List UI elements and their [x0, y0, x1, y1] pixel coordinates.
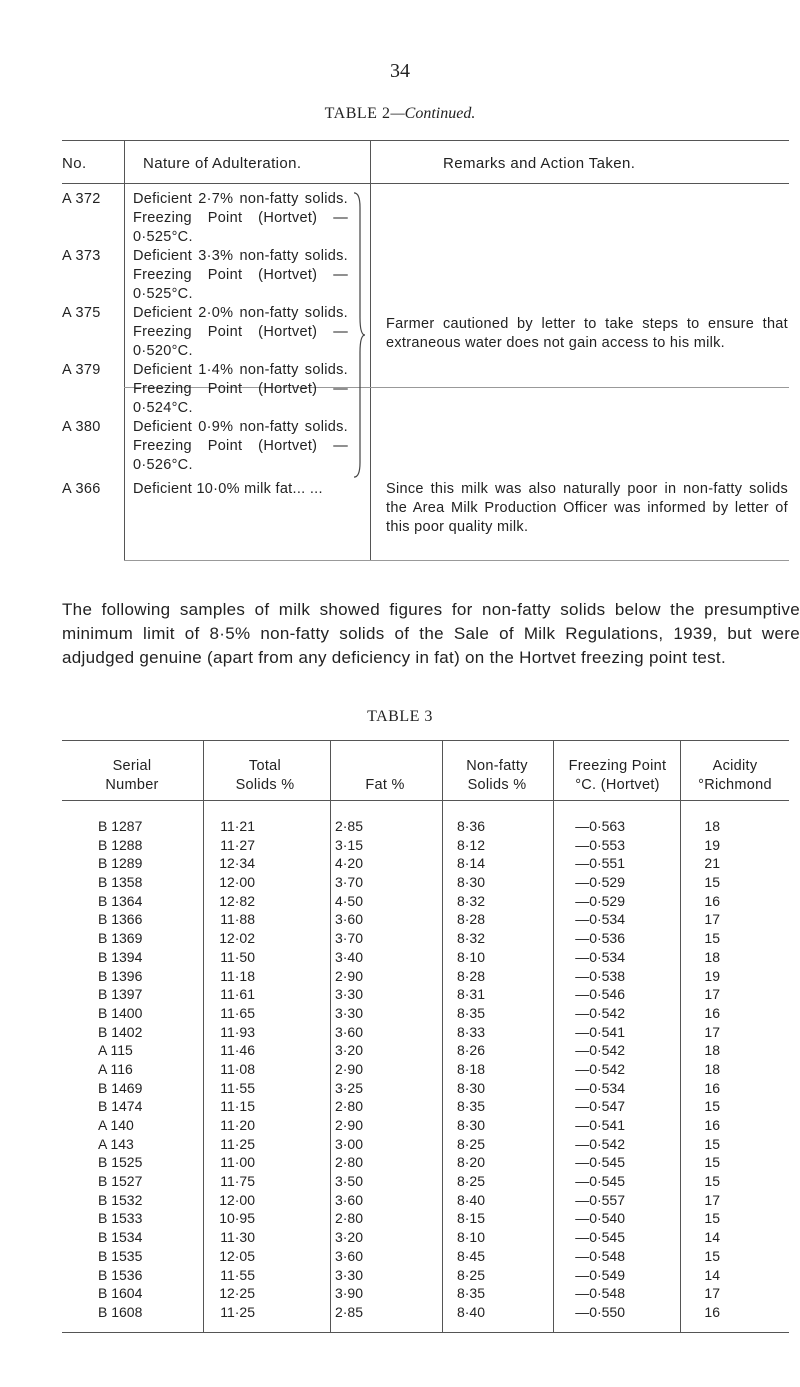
table2-divider-1	[124, 140, 125, 388]
non-fatty-solids-cell: 8·25	[456, 1135, 485, 1152]
non-fatty-solids-cell: 8·45	[456, 1247, 485, 1264]
non-fatty-solids-cell: 8·32	[456, 930, 485, 947]
freezing-point-cell: —0·542	[575, 1060, 625, 1077]
fat-cell: 3·30	[334, 1266, 363, 1283]
table-row	[0, 1192, 800, 1211]
total-solids-cell: 10·95	[219, 1210, 255, 1227]
fat-cell: 3·20	[334, 1042, 363, 1059]
total-solids-cell: 11·20	[220, 1117, 255, 1133]
table-row	[0, 949, 800, 968]
fat-cell: 2·90	[334, 1060, 363, 1077]
acidity-cell: 19	[704, 836, 720, 853]
total-solids-cell: 12·34	[219, 855, 255, 872]
table3-header-total-1: Total	[248, 758, 282, 774]
table3-header-serial	[62, 757, 202, 795]
serial-number-cell: B 1527	[98, 1173, 143, 1190]
acidity-cell: 17	[704, 986, 720, 1003]
freezing-point-cell: —0·548	[575, 1285, 625, 1302]
serial-number-cell: B 1369	[98, 930, 143, 947]
serial-number-cell: B 1608	[98, 1303, 143, 1320]
freezing-point-cell: —0·541	[575, 1117, 625, 1133]
total-solids-cell: 11·75	[220, 1173, 255, 1190]
table-row	[0, 874, 800, 893]
serial-number-cell: B 1469	[98, 1079, 143, 1096]
serial-number-cell: B 1525	[98, 1154, 143, 1171]
table3-header-fat	[330, 776, 440, 795]
non-fatty-solids-cell: 8·25	[456, 1173, 485, 1190]
table-row	[0, 1005, 800, 1024]
serial-number-cell: B 1534	[98, 1229, 143, 1246]
freezing-point-cell: —0·542	[575, 1004, 625, 1021]
freezing-point-cell: —0·542	[575, 1135, 625, 1152]
table2-remark-a366: Since this milk was also naturally poor in non-fatty solids the Area Milk Production Officer was informed by letter of this poor quality milk.	[386, 481, 788, 535]
table-row	[0, 1136, 800, 1155]
table-row	[0, 1248, 800, 1267]
fat-cell: 3·40	[334, 948, 363, 965]
acidity-cell: 15	[704, 1247, 720, 1264]
table-row	[0, 1042, 800, 1061]
non-fatty-solids-cell: 8·36	[456, 818, 485, 834]
non-fatty-solids-cell: 8·35	[456, 1098, 485, 1115]
serial-number-cell: B 1532	[98, 1191, 143, 1208]
table-row	[0, 1098, 800, 1117]
table3-header-acid-1: Acidity	[712, 758, 758, 774]
table2-row-no: A 379	[62, 362, 101, 378]
non-fatty-solids-cell: 8·33	[456, 1023, 485, 1040]
freezing-point-cell: —0·548	[575, 1247, 625, 1264]
table-row	[0, 930, 800, 949]
freezing-point-cell: —0·536	[575, 930, 625, 947]
total-solids-cell: 12·05	[219, 1247, 255, 1264]
serial-number-cell: B 1288	[98, 836, 143, 853]
total-solids-cell: 12·00	[219, 874, 255, 891]
freezing-point-cell: —0·545	[575, 1229, 625, 1246]
serial-number-cell: B 1402	[98, 1023, 143, 1040]
non-fatty-solids-cell: 8·20	[456, 1154, 485, 1171]
total-solids-cell: 11·00	[220, 1154, 255, 1171]
table-row	[0, 1229, 800, 1248]
fat-cell: 3·60	[334, 1191, 363, 1208]
table3-header-total	[200, 757, 330, 795]
total-solids-cell: 11·65	[220, 1004, 255, 1021]
fat-cell: 3·20	[334, 1229, 363, 1246]
acidity-cell: 17	[704, 911, 720, 928]
serial-number-cell: B 1397	[98, 986, 143, 1003]
table-row	[0, 1173, 800, 1192]
serial-number-cell: B 1400	[98, 1004, 143, 1021]
table2-row-nature: Deficient 10·0% milk fat... ...	[133, 481, 323, 497]
serial-number-cell: B 1533	[98, 1210, 143, 1227]
non-fatty-solids-cell: 8·28	[456, 911, 485, 928]
serial-number-cell: B 1536	[98, 1266, 143, 1283]
table3-header-acid	[680, 757, 790, 795]
fat-cell: 3·30	[334, 1004, 363, 1021]
freezing-point-cell: —0·545	[575, 1173, 625, 1190]
table-row	[0, 911, 800, 930]
acidity-cell: 15	[704, 874, 720, 891]
fat-cell: 3·90	[334, 1285, 363, 1302]
acidity-cell: 15	[704, 1098, 720, 1115]
table3-header-nonfat	[442, 757, 552, 795]
table-row	[0, 893, 800, 912]
acidity-cell: 21	[704, 855, 720, 872]
total-solids-cell: 11·50	[220, 948, 255, 965]
fat-cell: 3·70	[334, 930, 363, 947]
non-fatty-solids-cell: 8·28	[456, 967, 485, 984]
fat-cell: 4·20	[334, 855, 363, 872]
intro-paragraph: The following samples of milk showed figures for non-fatty solids below the presumptive minimum limit of 8·5% non-fatty solids of the Sale of Milk Regulations, 1939, but were adjudged genuine (apart from any deficiency in fat) on the Hortvet freezing point test.	[62, 600, 800, 667]
fat-cell: 2·85	[334, 818, 363, 834]
acidity-cell: 14	[704, 1229, 720, 1246]
total-solids-cell: 11·55	[220, 1079, 255, 1096]
non-fatty-solids-cell: 8·15	[456, 1210, 485, 1227]
table2-row-no: A 375	[62, 305, 101, 321]
fat-cell: 2·90	[334, 1117, 363, 1133]
table2-title-label: TABLE 2	[324, 105, 391, 122]
serial-number-cell: B 1535	[98, 1247, 143, 1264]
table2-bottom-rule-final	[124, 560, 789, 561]
table2-row-nature: Deficient 0·9% non-fatty solids. Freezing Point (Hortvet) —0·526°C.	[133, 419, 348, 473]
non-fatty-solids-cell: 8·30	[456, 1079, 485, 1096]
table2-top-rule	[62, 140, 789, 141]
fat-cell: 2·80	[334, 1098, 363, 1115]
table3-header-total-2: Solids %	[235, 777, 295, 793]
table-row	[0, 1080, 800, 1099]
non-fatty-solids-cell: 8·10	[456, 1229, 485, 1246]
table2-row-no: A 366	[62, 481, 101, 497]
acidity-cell: 16	[704, 1079, 720, 1096]
non-fatty-solids-cell: 8·26	[456, 1042, 485, 1059]
acidity-cell: 14	[704, 1266, 720, 1283]
table2-row-no: A 380	[62, 419, 101, 435]
serial-number-cell: B 1474	[98, 1098, 143, 1115]
acidity-cell: 16	[704, 1303, 720, 1320]
freezing-point-cell: —0·557	[575, 1191, 625, 1208]
total-solids-cell: 12·25	[219, 1285, 255, 1302]
total-solids-cell: 11·25	[220, 1135, 255, 1152]
serial-number-cell: B 1358	[98, 874, 143, 891]
total-solids-cell: 11·55	[220, 1266, 255, 1283]
acidity-cell: 16	[704, 892, 720, 909]
acidity-cell: 18	[704, 1042, 720, 1059]
total-solids-cell: 12·00	[219, 1191, 255, 1208]
table-row	[0, 1154, 800, 1173]
acidity-cell: 18	[704, 948, 720, 965]
total-solids-cell: 12·02	[219, 930, 255, 947]
serial-number-cell: A 143	[98, 1135, 134, 1152]
freezing-point-cell: —0·563	[575, 818, 625, 834]
non-fatty-solids-cell: 8·14	[456, 855, 485, 872]
table3-header-acid-2: °Richmond	[698, 777, 772, 793]
serial-number-cell: B 1287	[98, 818, 143, 834]
table2-row-nature: Deficient 2·7% non-fatty solids. Freezing Point (Hortvet) —0·525°C.	[133, 191, 348, 245]
total-solids-cell: 11·27	[220, 836, 255, 853]
acidity-cell: 17	[704, 1285, 720, 1302]
serial-number-cell: B 1604	[98, 1285, 143, 1302]
total-solids-cell: 11·93	[220, 1023, 255, 1040]
table2-title-suffix: —Continued.	[390, 105, 476, 122]
acidity-cell: 17	[704, 1023, 720, 1040]
table2-row-nature: Deficient 3·3% non-fatty solids. Freezing Point (Hortvet) —0·525°C.	[133, 248, 348, 302]
serial-number-cell: A 140	[98, 1117, 134, 1133]
table2-header-remarks: Remarks and Action Taken.	[443, 155, 636, 172]
acidity-cell: 16	[704, 1117, 720, 1133]
freezing-point-cell: —0·540	[575, 1210, 625, 1227]
table3-header-nonfat-2: Solids %	[467, 777, 527, 793]
freezing-point-cell: —0·534	[575, 911, 625, 928]
table2-divider-2	[370, 140, 371, 388]
non-fatty-solids-cell: 8·18	[456, 1060, 485, 1077]
acidity-cell: 15	[704, 1154, 720, 1171]
fat-cell: 2·80	[334, 1210, 363, 1227]
table3-header-freeze-1: Freezing Point	[568, 758, 667, 774]
table2-header-rule	[62, 183, 789, 184]
table2-row-no: A 373	[62, 248, 101, 264]
total-solids-cell: 11·18	[220, 967, 255, 984]
freezing-point-cell: —0·545	[575, 1154, 625, 1171]
freezing-point-cell: —0·546	[575, 986, 625, 1003]
table-row	[0, 1117, 800, 1136]
table3-body	[0, 818, 800, 1323]
acidity-cell: 15	[704, 1135, 720, 1152]
non-fatty-solids-cell: 8·10	[456, 948, 485, 965]
non-fatty-solids-cell: 8·32	[456, 892, 485, 909]
table-row	[0, 855, 800, 874]
freezing-point-cell: —0·550	[575, 1303, 625, 1320]
freezing-point-cell: —0·534	[575, 948, 625, 965]
non-fatty-solids-cell: 8·12	[456, 836, 485, 853]
fat-cell: 3·70	[334, 874, 363, 891]
table-row	[0, 986, 800, 1005]
table3-header-fat-1: Fat %	[365, 777, 405, 793]
acidity-cell: 17	[704, 1191, 720, 1208]
page-number: 34	[390, 60, 410, 82]
fat-cell: 3·00	[334, 1135, 363, 1152]
table-row	[0, 968, 800, 987]
non-fatty-solids-cell: 8·30	[456, 874, 485, 891]
table3-header-freeze	[555, 757, 680, 795]
freezing-point-cell: —0·542	[575, 1042, 625, 1059]
serial-number-cell: B 1394	[98, 948, 143, 965]
non-fatty-solids-cell: 8·30	[456, 1117, 485, 1133]
serial-number-cell: A 116	[98, 1060, 133, 1077]
brace-icon	[352, 190, 366, 480]
table-row	[0, 1285, 800, 1304]
freezing-point-cell: —0·551	[575, 855, 625, 872]
table2-title	[0, 105, 800, 123]
table3-bottom-rule	[62, 1332, 789, 1333]
fat-cell: 3·60	[334, 911, 363, 928]
table3-header-freeze-2: °C. (Hortvet)	[575, 777, 660, 793]
non-fatty-solids-cell: 8·31	[456, 986, 485, 1003]
fat-cell: 3·60	[334, 1247, 363, 1264]
serial-number-cell: B 1396	[98, 967, 143, 984]
fat-cell: 2·85	[334, 1303, 363, 1320]
table-row	[0, 1267, 800, 1286]
freezing-point-cell: —0·534	[575, 1079, 625, 1096]
fat-cell: 2·90	[334, 967, 363, 984]
total-solids-cell: 11·08	[220, 1060, 255, 1077]
total-solids-cell: 11·88	[220, 911, 255, 928]
table2-divider-2-ext	[370, 388, 371, 560]
table2-header-nature: Nature of Adulteration.	[143, 155, 302, 172]
table-row	[0, 1210, 800, 1229]
serial-number-cell: B 1289	[98, 855, 143, 872]
total-solids-cell: 11·46	[220, 1042, 255, 1059]
table3-header-serial-1: Serial	[112, 758, 152, 774]
table2-remark-group: Farmer cautioned by letter to take steps to ensure that extraneous water does not gain access to his milk.	[386, 316, 788, 351]
total-solids-cell: 11·15	[220, 1098, 255, 1115]
total-solids-cell: 12·82	[219, 892, 255, 909]
table-row	[0, 1024, 800, 1043]
serial-number-cell: B 1366	[98, 911, 143, 928]
table-row	[0, 1304, 800, 1323]
fat-cell: 3·25	[334, 1079, 363, 1096]
fat-cell: 2·80	[334, 1154, 363, 1171]
total-solids-cell: 11·25	[220, 1303, 255, 1320]
non-fatty-solids-cell: 8·40	[456, 1303, 485, 1320]
total-solids-cell: 11·21	[220, 818, 255, 834]
acidity-cell: 16	[704, 1004, 720, 1021]
freezing-point-cell: —0·529	[575, 892, 625, 909]
acidity-cell: 15	[704, 930, 720, 947]
serial-number-cell: A 115	[98, 1042, 133, 1059]
table3-title: TABLE 3	[367, 708, 433, 725]
acidity-cell: 15	[704, 1173, 720, 1190]
freezing-point-cell: —0·553	[575, 836, 625, 853]
table3-header-nonfat-1: Non-fatty	[466, 758, 528, 774]
total-solids-cell: 11·61	[220, 986, 255, 1003]
table2-divider-1-ext	[124, 388, 125, 560]
table-row	[0, 837, 800, 856]
acidity-cell: 15	[704, 1210, 720, 1227]
freezing-point-cell: —0·538	[575, 967, 625, 984]
acidity-cell: 18	[704, 1060, 720, 1077]
freezing-point-cell: —0·547	[575, 1098, 625, 1115]
table-row	[0, 1061, 800, 1080]
fat-cell: 3·60	[334, 1023, 363, 1040]
serial-number-cell: B 1364	[98, 892, 143, 909]
acidity-cell: 19	[704, 967, 720, 984]
table2-row-nature: Deficient 1·4% non-fatty solids. Freezing Point (Hortvet) —0·524°C.	[133, 362, 348, 416]
non-fatty-solids-cell: 8·35	[456, 1285, 485, 1302]
freezing-point-cell: —0·541	[575, 1023, 625, 1040]
non-fatty-solids-cell: 8·35	[456, 1004, 485, 1021]
table2-header-no: No.	[62, 155, 87, 172]
fat-cell: 4·50	[334, 892, 363, 909]
table2-row-nature: Deficient 2·0% non-fatty solids. Freezing Point (Hortvet) —0·520°C.	[133, 305, 348, 359]
freezing-point-cell: —0·529	[575, 874, 625, 891]
fat-cell: 3·50	[334, 1173, 363, 1190]
acidity-cell: 18	[704, 818, 720, 834]
table2-row-no: A 372	[62, 191, 101, 207]
non-fatty-solids-cell: 8·40	[456, 1191, 485, 1208]
total-solids-cell: 11·30	[220, 1229, 255, 1246]
table3-header-serial-2: Number	[105, 777, 159, 793]
fat-cell: 3·30	[334, 986, 363, 1003]
non-fatty-solids-cell: 8·25	[456, 1266, 485, 1283]
fat-cell: 3·15	[334, 836, 363, 853]
freezing-point-cell: —0·549	[575, 1266, 625, 1283]
table-row	[0, 818, 800, 837]
